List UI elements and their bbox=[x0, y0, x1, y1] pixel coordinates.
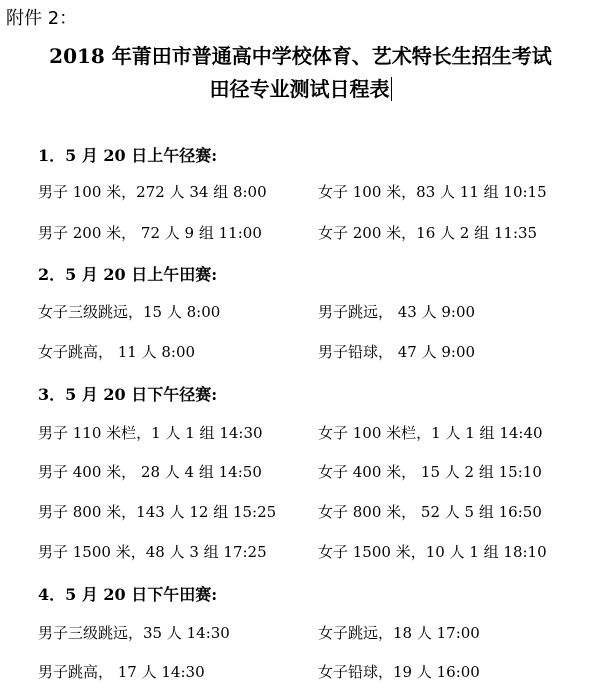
men-event: 男子 400 米， 28 人 4 组 14:50 bbox=[38, 463, 262, 481]
document-title: 2018 年莆田市普通高中学校体育、艺术特长生招生考试 bbox=[49, 44, 552, 68]
section-heading: 1．5 月 20 日上午径赛: bbox=[38, 146, 218, 165]
schedule-row bbox=[0, 661, 601, 685]
attachment-label: 附件 2： bbox=[6, 8, 78, 29]
women-event: 女子 1500 米，10 人 1 组 18:10 bbox=[318, 543, 547, 561]
men-event: 男子 200 米， 72 人 9 组 11:00 bbox=[38, 224, 262, 242]
right-event: 男子跳远， 43 人 9:00 bbox=[318, 303, 476, 321]
schedule-row bbox=[0, 301, 601, 325]
women-event: 女子 200 米，16 人 2 组 11:35 bbox=[318, 224, 538, 242]
schedule-row bbox=[0, 341, 601, 365]
men-event: 男子 1500 米，48 人 3 组 17:25 bbox=[38, 543, 267, 561]
schedule-row bbox=[0, 181, 601, 205]
women-event: 女子跳远，18 人 17:00 bbox=[318, 624, 480, 642]
left-event: 女子跳高， 11 人 8:00 bbox=[38, 343, 196, 361]
women-event: 女子 400 米， 15 人 2 组 15:10 bbox=[318, 463, 542, 481]
section-heading: 4．5 月 20 日下午田赛: bbox=[38, 585, 218, 604]
schedule-row bbox=[0, 501, 601, 525]
men-event: 男子三级跳远，35 人 14:30 bbox=[38, 624, 230, 642]
men-event: 男子 110 米栏，1 人 1 组 14:30 bbox=[38, 424, 263, 442]
men-event: 男子 100 米，272 人 34 组 8:00 bbox=[38, 183, 267, 201]
women-event: 女子 800 米， 52 人 5 组 16:50 bbox=[318, 503, 542, 521]
schedule-row bbox=[0, 422, 601, 446]
section-heading: 2．5 月 20 日上午田赛: bbox=[38, 265, 218, 284]
schedule-row bbox=[0, 541, 601, 565]
women-event: 女子铅球，19 人 16:00 bbox=[318, 663, 480, 681]
schedule-row bbox=[0, 461, 601, 485]
text-cursor bbox=[391, 77, 392, 101]
women-event: 女子 100 米，83 人 11 组 10:15 bbox=[318, 183, 547, 201]
women-event: 女子 100 米栏，1 人 1 组 14:40 bbox=[318, 424, 543, 442]
document-subtitle bbox=[0, 73, 601, 102]
section-heading: 3．5 月 20 日下午径赛: bbox=[38, 385, 218, 404]
subtitle-text: 田径专业测试日程表 bbox=[209, 77, 390, 101]
schedule-row bbox=[0, 222, 601, 246]
schedule-row bbox=[0, 622, 601, 646]
men-event: 男子 800 米，143 人 12 组 15:25 bbox=[38, 503, 277, 521]
left-event: 女子三级跳远，15 人 8:00 bbox=[38, 303, 221, 321]
right-event: 男子铅球， 47 人 9:00 bbox=[318, 343, 476, 361]
men-event: 男子跳高， 17 人 14:30 bbox=[38, 663, 205, 681]
